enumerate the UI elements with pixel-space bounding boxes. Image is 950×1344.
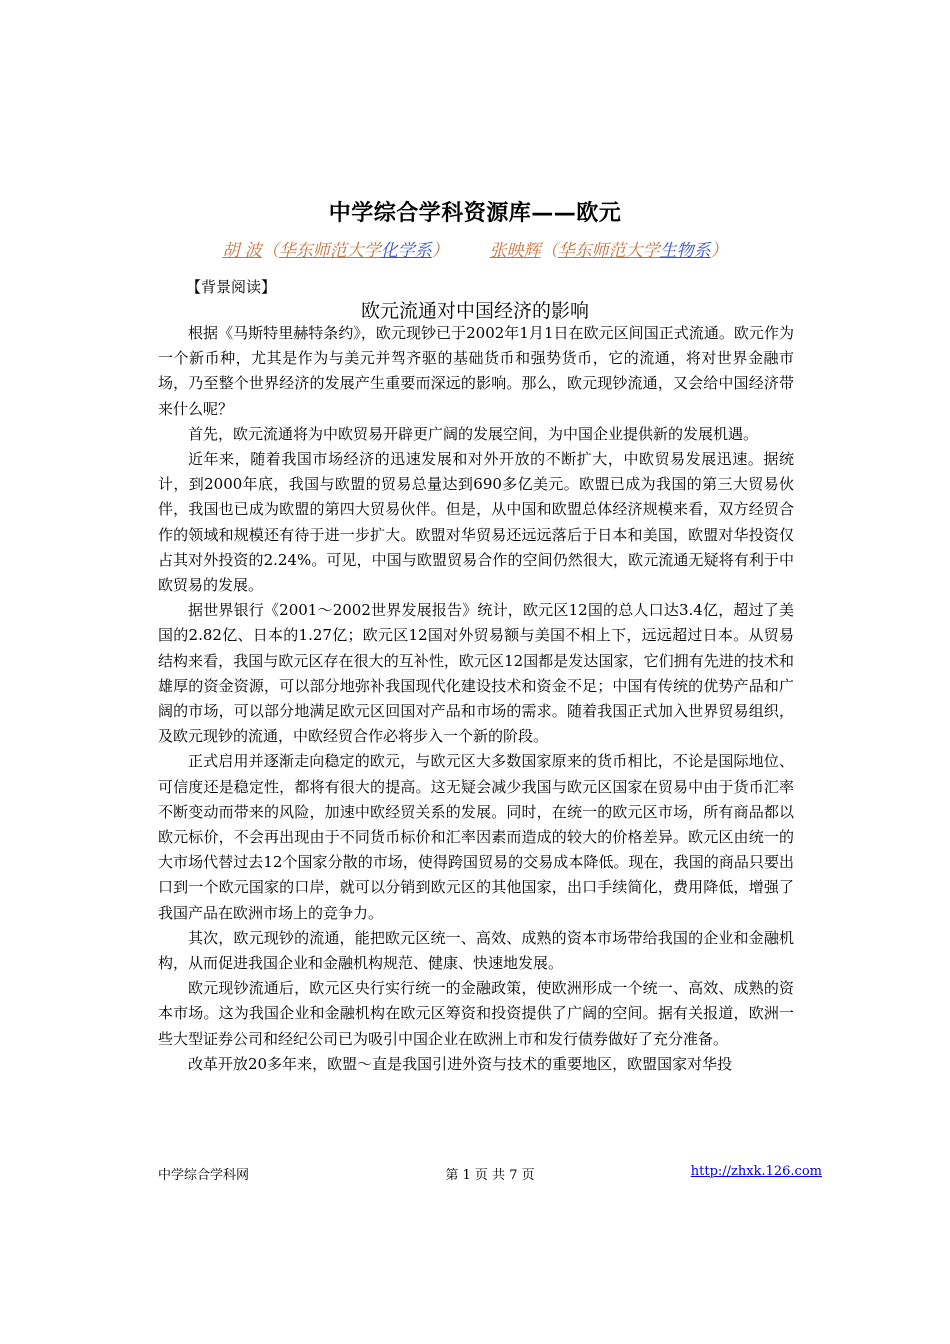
author-paren-open: （ [540, 241, 558, 261]
body-paragraph: 根据《马斯特里赫特条约》，欧元现钞已于2002年1月1日在欧元区间国正式流通。欧元作为一个新币种，尤其是作为与美元并驾齐驱的基础货币和强势货币，它的流通，将对世界金融市场，乃至整个世界经济的发展产生重要而深远的影响。那么，欧元现钞流通，又会给中国经济带来什么呢？ [158, 324, 794, 418]
author-paren-close: ） [710, 241, 728, 261]
article-body [158, 321, 794, 1077]
author-department-link[interactable]: 生物系 [659, 241, 711, 261]
body-paragraph: 正式启用并逐渐走向稳定的欧元，与欧元区大多数国家原来的货币相比，不论是国际地位、可信度还是稳定性，都将有很大的提高。这无疑会减少我国与欧元区国家在贸易中由于货币汇率不断变动而带来的风险，加速中欧经贸关系的发展。同时，在统一的欧元区市场，所有商品都以欧元标价，不会再出现由于不同货币标价和汇率因素而造成的较大的价格差异。欧元区由统一的大市场代替过去12个国家分散的市场，使得跨国贸易的交易成本降低。现在，我国的商品只要出口到一个欧元国家的口岸，就可以分销到欧元区的其他国家，出口手续简化，费用降低，增强了我国产品在欧洲市场上的竞争力。 [158, 752, 794, 922]
background-reading-label: 【背景阅读】 [186, 278, 277, 296]
author-line [0, 236, 950, 261]
author-name-link[interactable]: 胡 波 [222, 241, 262, 261]
body-paragraph: 欧元现钞流通后，欧元区央行实行统一的金融政策，使欧洲形成一个统一、高效、成熟的资本市场。这为我国企业和金融机构在欧元区筹资和投资提供了广阔的空间。据有关报道，欧洲一些大型证券公司和经纪公司已为吸引中国企业在欧洲上市和发行债券做好了充分准备。 [158, 979, 794, 1048]
article-subtitle: 欧元流通对中国经济的影响 [360, 300, 589, 322]
body-paragraph: 据世界银行《2001～2002世界发展报告》统计，欧元区12国的总人口达3.4亿，超过了美国的2.82亿、日本的1.27亿；欧元区12国对外贸易额与美国不相上下，远远超过日本。从贸易结构来看，我国与欧元区存在很大的互补性，欧元区12国都是发达国家，它们拥有先进的技术和雄厚的资金资源，可以部分地弥补我国现代化建设技术和资金不足；中国有传统的优势产品和广阔的市场，可以部分地满足欧元区回国对产品和市场的需求。随着我国正式加入世界贸易组织，及欧元现钞的流通，中欧经贸合作必将步入一个新的阶段。 [158, 601, 794, 746]
author-name-link[interactable]: 张映辉 [489, 241, 541, 261]
body-paragraph: 近年来，随着我国市场经济的迅速发展和对外开放的不断扩大，中欧贸易发展迅速。据统计，到2000年底，我国与欧盟的贸易总量达到690多亿美元。欧盟已成为我国的第三大贸易伙伴，我国也已成为欧盟的第四大贸易伙伴。但是，从中国和欧盟总体经济规模来看，双方经贸合作的领域和规模还有待于进一步扩大。欧盟对华贸易还远远落后于日本和美国，欧盟对华投资仅占其对外投资的2.24%。可见，中国与欧盟贸易合作的空间仍然很大，欧元流通无疑将有利于中欧贸易的发展。 [158, 450, 794, 595]
body-paragraph: 改革开放20多年来，欧盟～直是我国引进外资与技术的重要地区，欧盟国家对华投 [188, 1054, 733, 1073]
footer-url-link[interactable]: http://zhxk.126.com [690, 1164, 822, 1179]
author-paren-close: ） [431, 241, 449, 261]
body-paragraph: 其次，欧元现钞的流通，能把欧元区统一、高效、成熟的资本市场带给我国的企业和金融机构，从而促进我国企业和金融机构规范、健康、快速地发展。 [158, 928, 794, 973]
page-footer [158, 1164, 822, 1184]
body-paragraph: 首先，欧元流通将为中欧贸易开辟更广阔的发展空间，为中国企业提供新的发展机遇。 [188, 424, 759, 443]
document-title: 中学综合学科资源库——欧元 [328, 201, 622, 226]
author-paren-open: （ [261, 241, 279, 261]
footer-site-name: 中学综合学科网 [158, 1168, 250, 1183]
author-department-link[interactable]: 化学系 [380, 241, 432, 261]
footer-page-info: 第 1 页 共 7 页 [445, 1168, 535, 1183]
author-university-link[interactable]: 华东师范大学 [557, 241, 660, 261]
author-university-link[interactable]: 华东师范大学 [278, 241, 381, 261]
